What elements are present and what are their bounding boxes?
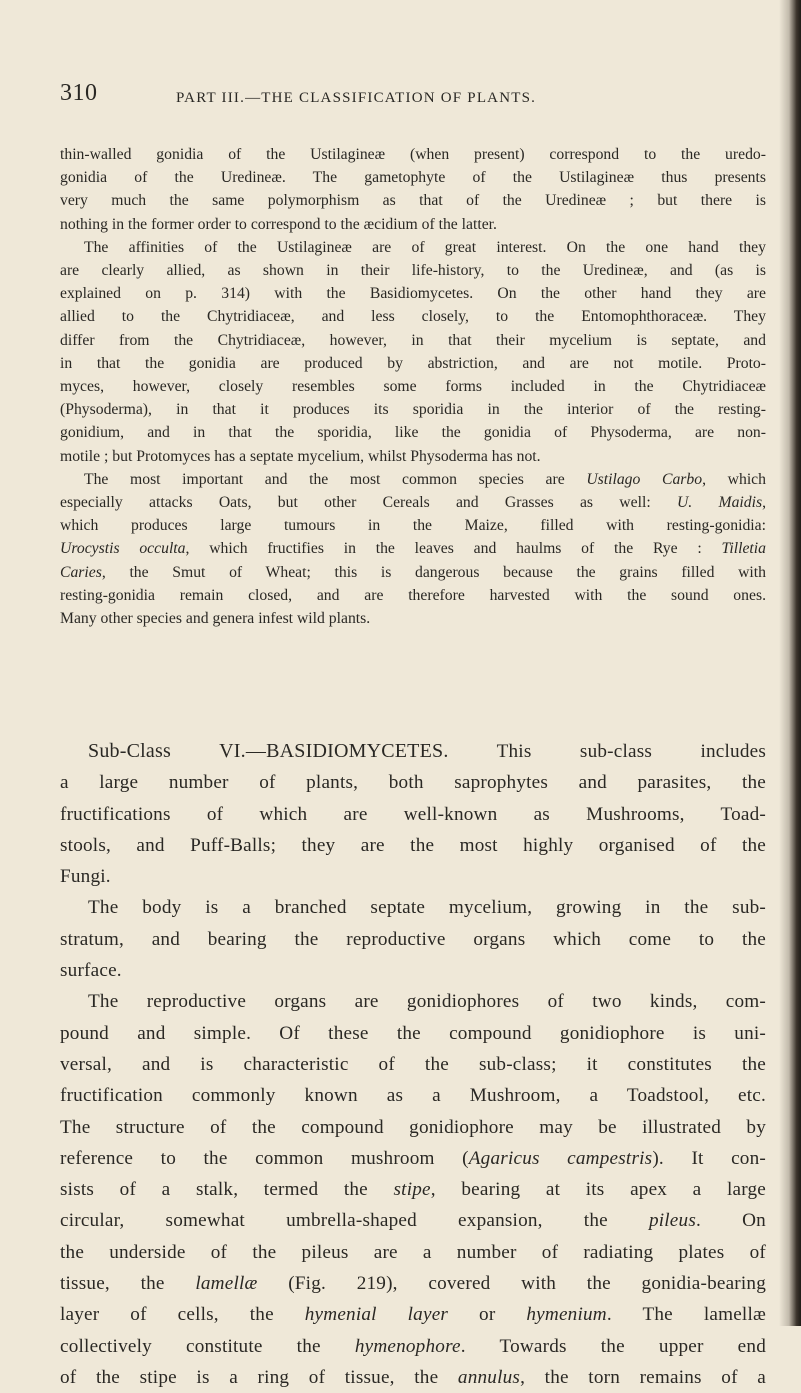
- text-line: motile ; but Protomyces has a septate mycelium, whilst Physoderma has not.: [60, 447, 541, 465]
- text-line: The affinities of the Ustilagineæ are of great interest. On the one hand they: [84, 238, 766, 256]
- text-line: very much the same polymorphism as that of the Uredineæ ; but there is: [60, 192, 766, 210]
- text-line: The reproductive organs are gonidiophores of two kinds, com-: [88, 991, 766, 1013]
- text-line: stools, and Puff-Balls; they are the most highly organised of the: [60, 834, 766, 856]
- text-line: of the stipe is a ring of tissue, the annulus, the torn remains of a: [60, 1366, 766, 1388]
- text-line: thin-walled gonidia of the Ustilagineæ (when present) correspond to the uredo-: [60, 146, 766, 163]
- text-line: in that the gonidia are produced by abstriction, and are not motile. Proto-: [60, 354, 766, 372]
- paragraph-1: [60, 143, 766, 236]
- text-line: circular, somewhat umbrella-shaped expansion, the pileus. On: [60, 1210, 766, 1232]
- text-line: allied to the Chytridiaceæ, and less closely, to the Entomophthoraceæ. They: [60, 308, 766, 326]
- species-name: Agaricus campestris: [468, 1147, 653, 1169]
- text-line: layer of cells, the hymenial layer or hymenium. The lamellæ: [60, 1304, 766, 1326]
- page-edge-shadow: [779, 0, 801, 1326]
- text-line: nothing in the former order to correspond to the æcidium of the latter.: [60, 215, 497, 233]
- paragraph-6: [60, 986, 766, 1393]
- text-line: Sub-Class VI.—BASIDIOMYCETES. This sub-class includes: [88, 740, 766, 762]
- text-line: Caries, the Smut of Wheat; this is dangerous because the grains filled with: [60, 563, 766, 581]
- text-line: differ from the Chytridiaceæ, however, in that their mycelium is septate, and: [60, 331, 766, 349]
- text-line: surface.: [60, 960, 122, 982]
- text-line: sists of a stalk, termed the stipe, bearing at its apex a large: [60, 1179, 766, 1201]
- text-line: Many other species and genera infest wild plants.: [60, 610, 371, 628]
- body-text-large: [60, 736, 766, 1393]
- text-line: stratum, and bearing the reproductive organs which come to the: [60, 928, 766, 950]
- text-line: The body is a branched septate mycelium, growing in the sub-: [88, 897, 766, 919]
- term: hymenial layer: [304, 1304, 449, 1326]
- text-line: Urocystis occulta, which fructifies in the leaves and haulms of the Rye : Tilletia: [60, 540, 766, 558]
- species-name: Urocystis occulta: [60, 540, 186, 558]
- text-line: a large number of plants, both saprophytes and parasites, the: [60, 772, 766, 794]
- text-line: resting-gonidia remain closed, and are therefore harvested with the sound ones.: [60, 586, 766, 604]
- text-line: Fungi.: [60, 866, 111, 888]
- term: hymenophore: [354, 1335, 461, 1357]
- text-line: gonidia of the Uredineæ. The gametophyte of the Ustilagineæ thus presents: [60, 169, 766, 187]
- subclass-heading: Sub-Class VI.—BASIDIOMYCETES.: [88, 740, 449, 762]
- term: lamellæ: [195, 1273, 258, 1295]
- term: hymenium: [526, 1304, 607, 1326]
- paragraph-3: [60, 468, 766, 630]
- page-header: [60, 80, 700, 120]
- term: pileus: [648, 1210, 696, 1232]
- subclass-section: [60, 736, 766, 892]
- text-line: fructification commonly known as a Mushroom, a Toadstool, etc.: [60, 1085, 766, 1107]
- text-line: reference to the common mushroom (Agaricus campestris). It con-: [60, 1147, 766, 1169]
- species-name: U. Maidis: [676, 494, 763, 512]
- text-line: gonidium, and in that the sporidia, like the gonidia of Physoderma, are non-: [60, 424, 766, 442]
- term: annulus: [457, 1366, 521, 1388]
- text-line: fructifications of which are well-known as Mushrooms, Toad-: [60, 803, 766, 825]
- species-name: Caries: [60, 563, 102, 581]
- body-text-small: [60, 143, 766, 630]
- text-line: The structure of the compound gonidiophore may be illustrated by: [60, 1116, 766, 1138]
- term: stipe: [393, 1179, 431, 1201]
- text-line: which produces large tumours in the Maize, filled with resting-gonidia:: [60, 517, 766, 535]
- text-line: The most important and the most common species are Ustilago Carbo, which: [84, 470, 766, 488]
- species-name: Tilletia: [721, 540, 766, 558]
- text-line: pound and simple. Of these the compound gonidiophore is uni-: [60, 1022, 766, 1044]
- text-line: versal, and is characteristic of the sub-class; it constitutes the: [60, 1053, 766, 1075]
- text-line: myces, however, closely resembles some forms included in the Chytridiaceæ: [60, 378, 766, 396]
- text-line: especially attacks Oats, but other Cereals and Grasses as well: U. Maidis,: [60, 494, 766, 512]
- text-line: tissue, the lamellæ (Fig. 219), covered with the gonidia-bearing: [60, 1273, 767, 1295]
- text-line: explained on p. 314) with the Basidiomycetes. On the other hand they are: [60, 285, 766, 303]
- text-line: are clearly allied, as shown in their life-history, to the Uredineæ, and (as is: [60, 262, 766, 280]
- running-head: PART III.—THE CLASSIFICATION OF PLANTS.: [176, 90, 537, 106]
- paragraph-5: [60, 892, 766, 986]
- paragraph-2: [60, 236, 766, 468]
- text-line: (Physoderma), in that it produces its sporidia in the interior of the resting-: [60, 401, 766, 419]
- text-line: the underside of the pileus are a number of radiating plates of: [60, 1241, 766, 1263]
- species-name: Ustilago Carbo: [586, 470, 703, 488]
- text-line: collectively constitute the hymenophore. Towards the upper end: [60, 1335, 766, 1357]
- page-number: 310: [60, 80, 98, 106]
